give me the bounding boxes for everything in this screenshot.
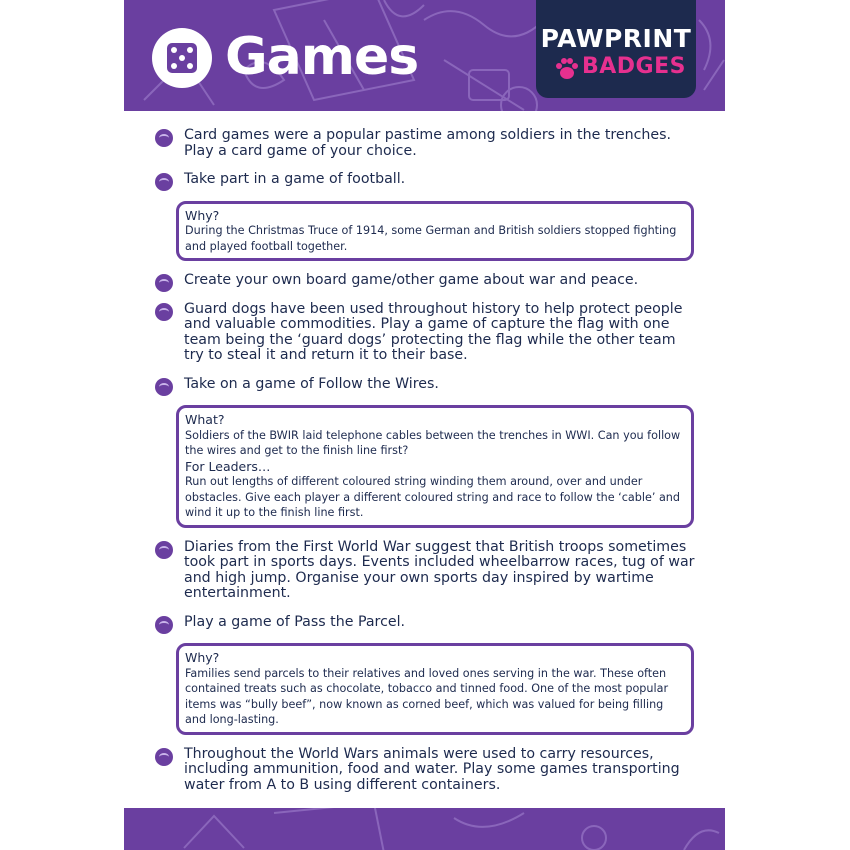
info-box <box>176 201 694 262</box>
info-box-heading: Why? <box>185 207 220 223</box>
list-item-text: Guard dogs have been used throughout history to help protect people and valuable commodities. Play a game of capture the flag with one team being the ‘guard dogs’ protecting the flag while the other team try to steal it and return it to their base. <box>184 300 683 363</box>
bullet-icon <box>155 616 173 634</box>
bullet-icon <box>155 378 173 396</box>
list-item <box>152 615 698 631</box>
list-item-text: Throughout the World Wars animals were used to carry resources, including ammunition, food and water. Play some games transporting water from A to B using different containers. <box>184 745 680 793</box>
info-box-text: Run out lengths of different coloured string winding them around, over and under obstacles. Give each player a different coloured string and race to follow the ‘cable’ and wind it up to the finish line first. <box>185 475 681 519</box>
list-item-text: Diaries from the First World War suggest that British troops sometimes took part in sports days. Events included wheelbarrow races, tug of war and high jump. Organise your own sports day inspired by wartime entertainment. <box>184 538 695 601</box>
activity-sheet <box>124 0 725 850</box>
info-box-text: Families send parcels to their relatives and loved ones serving in the war. These often contained treats such as chocolate, tobacco and tinned food. One of the most popular items was “bully beef”, now known as corned beef, which was valued for being filling and long-lasting. <box>185 666 669 726</box>
list-item-text: Take part in a game of football. <box>184 171 406 187</box>
list-item <box>152 273 698 289</box>
pawprint-badges-logo <box>536 0 696 98</box>
list-item-text: Take on a game of Follow the Wires. <box>184 375 439 392</box>
list-item <box>152 302 698 364</box>
bullet-icon <box>155 129 173 147</box>
bullet-icon <box>155 748 173 766</box>
info-box <box>176 405 694 528</box>
list-item <box>152 747 698 794</box>
footer-doodle-icon <box>124 808 725 850</box>
bullet-icon <box>155 173 173 191</box>
bullet-icon <box>155 303 173 321</box>
info-box-heading: Why? <box>185 650 220 665</box>
header-banner <box>124 0 725 111</box>
info-box <box>176 643 694 735</box>
bullet-icon <box>155 541 173 559</box>
info-box-text: During the Christmas Truce of 1914, some German and British soldiers stopped fighting and played football together. <box>185 224 677 253</box>
list-item <box>152 540 698 602</box>
footer-banner <box>124 808 725 850</box>
logo-text-top: PAWPRINT <box>540 24 692 53</box>
page-title: Games <box>225 27 419 87</box>
logo-text-bottom: BADGES <box>582 54 686 79</box>
dice-icon <box>152 28 212 88</box>
info-box-text: Soldiers of the BWIR laid telephone cables between the trenches in WWI. Can you follow the wires and get to the finish line first? <box>185 428 681 457</box>
activity-list <box>152 128 698 806</box>
list-item-text: Create your own board game/other game about war and peace. <box>184 272 639 288</box>
list-item <box>152 172 698 188</box>
info-box-heading: What? <box>185 412 225 427</box>
info-box-heading: For Leaders… <box>185 458 271 474</box>
list-item-text: Play a game of Pass the Parcel. <box>184 613 406 630</box>
list-item <box>152 377 698 393</box>
list-item-text: Card games were a popular pastime among soldiers in the trenches. Play a card game of your choice. <box>184 127 672 159</box>
list-item <box>152 128 698 159</box>
bullet-icon <box>155 274 173 292</box>
